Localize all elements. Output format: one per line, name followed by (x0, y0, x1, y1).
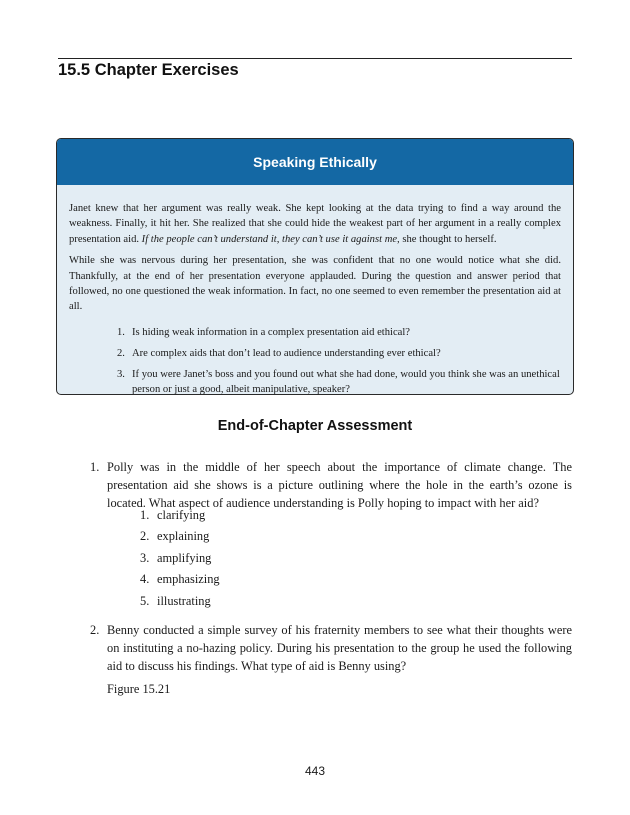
ethics-question: 2. Are complex aids that don’t lead to audience understanding ever ethical? (117, 347, 441, 359)
ethics-question: 3. If you were Janet’s boss and you found out what she had done, would you think she was an unethical person or just a good, albeit manipulative, speaker? (117, 368, 560, 395)
box-body (57, 185, 573, 395)
assessment-question-1: 1. Polly was in the middle of her speech about the importance of climate change. The presentation aid she shows is a picture outlining where the hole in the earth’s ozone is located. What aspect of audience understanding is Polly hoping to impact with her aid? (90, 460, 572, 510)
ethics-question: 1. Is hiding weak information in a complex presentation aid ethical? (117, 326, 410, 338)
answer-options (140, 506, 220, 613)
figure-caption: Figure 15.21 (107, 682, 171, 696)
speaking-ethically-box (56, 138, 574, 395)
italic-quote: If the people can’t understand it, they can’t use it against me, (141, 233, 400, 245)
box-paragraph-2: While she was nervous during her presentation, she was confident that no one would notice what she did. Thankfully, at the end of her presentation everyone applauded. During the question and answer period that followed, no one questioned the weak information. In fact, no one seemed to even remember the presentation aid at all. (69, 255, 561, 313)
assessment-title: End-of-Chapter Assessment (217, 418, 413, 434)
assessment-question-2: 2. Benny conducted a simple survey of his fraternity members to see what their thoughts were on instituting a no-hazing policy. During his presentation to the group he used the following aid to discuss his findings. What type of aid is Benny using? (90, 623, 572, 673)
page-number: 443 (304, 764, 326, 778)
ethics-question-list (69, 325, 561, 395)
answer-option: 5. illustrating (140, 593, 211, 608)
answer-option: 4. emphasizing (140, 572, 220, 587)
answer-option: 3. amplifying (140, 550, 212, 565)
top-rule (58, 58, 572, 59)
section-title: 15.5 Chapter Exercises (58, 61, 239, 79)
answer-option: 1. clarifying (140, 508, 206, 522)
answer-option: 2. explaining (140, 529, 210, 544)
box-paragraph-1: Janet knew that her argument was really weak. She kept looking at the data trying to find a way around the weakness. Finally, it hit her. She realized that she could hide the weakest part of her argument in a really complex presentation aid. If the people can’t understand it, they can’t use it against me, she thought to herself. (69, 203, 561, 245)
box-header: Speaking Ethically (57, 139, 573, 185)
